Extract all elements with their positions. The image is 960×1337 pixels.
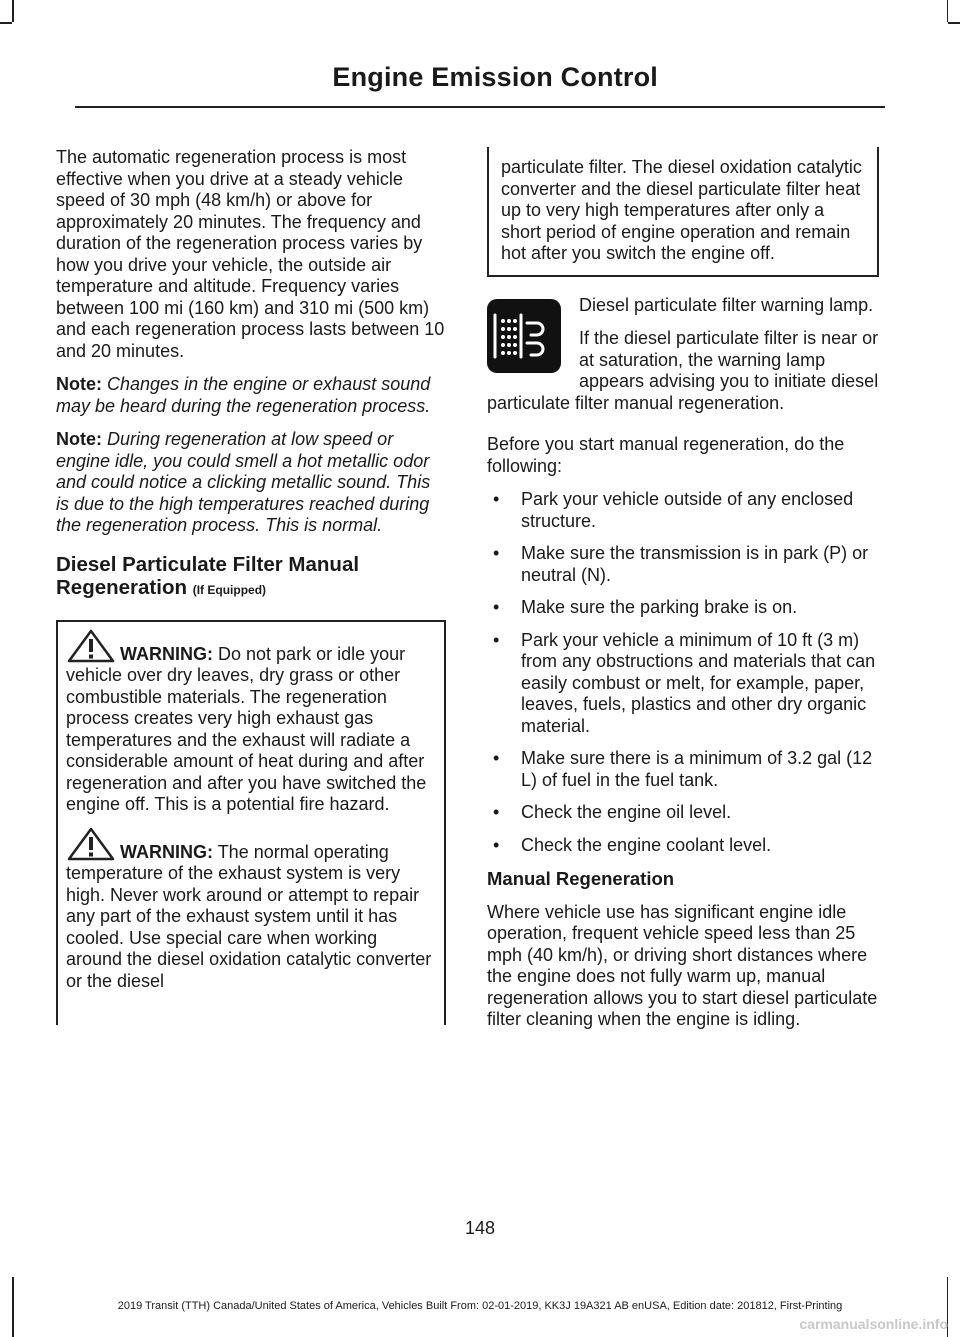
- note-text: Changes in the engine or exhaust sound may be heard during the regeneration process.: [56, 374, 431, 416]
- note-1: [56, 374, 446, 417]
- warning-label: WARNING:: [120, 841, 213, 862]
- warning-2: [66, 826, 436, 993]
- page-title: Engine Emission Control: [332, 62, 658, 92]
- manual-regeneration-text: Where vehicle use has significant engine idle operation, frequent vehicle speed less than 25 mph (40 km/h), or driving short distances where the engine does not fully warm up, manual regeneration allows you to start diesel particulate filter cleaning when the engine is idling.: [487, 901, 878, 1029]
- note-label: Note:: [56, 429, 102, 449]
- diesel-particulate-filter-icon: [487, 299, 561, 373]
- section-heading: [56, 553, 446, 602]
- list-item: • Check the engine coolant level.: [487, 835, 879, 857]
- crop-mark: [947, 0, 949, 22]
- crop-mark: [948, 22, 960, 24]
- warning-label: WARNING:: [120, 643, 213, 664]
- list-item: • Park your vehicle outside of any enclosed structure.: [487, 489, 879, 532]
- lamp-description: If the diesel particulate filter is near or at saturation, the warning lamp appears advising you to initiate diesel particulate filter manual regeneration.: [487, 328, 879, 413]
- before-text: Before you start manual regeneration, do the following:: [487, 434, 845, 476]
- footer-text: 2019 Transit (TTH) Canada/United States of America, Vehicles Built From: 02-01-2019, KK3J 19A321 AB enUSA, Edition date: 201812, First-Printing: [117, 1300, 843, 1312]
- list-item: • Park your vehicle a minimum of 10 ft (3 m) from any obstructions and materials that can easily combust or melt, for example, paper, leaves, fuels, plastics and other dry organic material.: [487, 630, 879, 738]
- list-item: • Check the engine oil level.: [487, 802, 879, 824]
- subheading: Manual Regeneration: [487, 868, 675, 889]
- warning-triangle-icon: [66, 628, 116, 664]
- note-text: During regeneration at low speed or engine idle, you could smell a hot metallic odor and could notice a clicking metallic sound. This is due to the high temperatures reached during the regeneration process. This is normal.: [56, 429, 431, 535]
- section-qualifier: (If Equipped): [192, 582, 267, 597]
- dpf-symbol: [487, 299, 561, 373]
- right-column: [487, 147, 879, 1043]
- list-item: • Make sure the transmission is in park (P) or neutral (N).: [487, 543, 879, 586]
- note-label: Note:: [56, 374, 102, 394]
- lamp-section: [487, 295, 879, 427]
- lamp-caption: Diesel particulate filter warning lamp.: [579, 294, 874, 315]
- crop-mark: [12, 0, 14, 22]
- warning-text: The normal operating temperature of the exhaust system is very high. Never work around or attempt to repair any part of the exhaust system until it has cooled. Use special care when working around the diesel oxidation catalytic converter or the diesel: [66, 841, 432, 991]
- list-item: • Make sure the parking brake is on.: [487, 597, 879, 619]
- list-item: • Make sure there is a minimum of 3.2 gal (12 L) of fuel in the fuel tank.: [487, 748, 879, 791]
- warning-1: [66, 628, 436, 816]
- warning-continued-text: particulate filter. The diesel oxidation catalytic converter and the diesel particulate filter heat up to very high temperatures after only a short period of engine operation and remain hot after you switch the engine off.: [501, 157, 862, 263]
- header-divider: [75, 106, 885, 108]
- note-2: [56, 429, 446, 537]
- warning-text: Do not park or idle your vehicle over dry leaves, dry grass or other combustible materials. The regeneration process creates very high exhaust gas temperatures and the exhaust will radiate a considerable amount of heat during and after regeneration and after you have switched the engine off. This is a potential fire hazard.: [66, 643, 427, 814]
- warning-triangle-icon: [66, 826, 116, 862]
- section-title: Diesel Particulate Filter Manual Regeneration: [56, 552, 360, 599]
- warning-box-continued: [487, 147, 879, 277]
- page-number: 148: [464, 1218, 496, 1238]
- warning-box: [56, 620, 446, 1025]
- step-list: [487, 489, 879, 856]
- intro-paragraph: The automatic regeneration process is most effective when you drive at a steady vehicle speed of 30 mph (48 km/h) or above for approximately 20 minutes. The frequency and duration of the regeneration process varies by how you drive your vehicle, the outside air temperature and altitude. Frequency varies between 100 mi (160 km) and 310 mi (500 km) and each regeneration process lasts between 10 and 20 minutes.: [56, 147, 445, 361]
- left-column: [56, 147, 446, 1025]
- watermark: carmanualsonline.info: [799, 1316, 948, 1332]
- crop-mark: [0, 22, 12, 24]
